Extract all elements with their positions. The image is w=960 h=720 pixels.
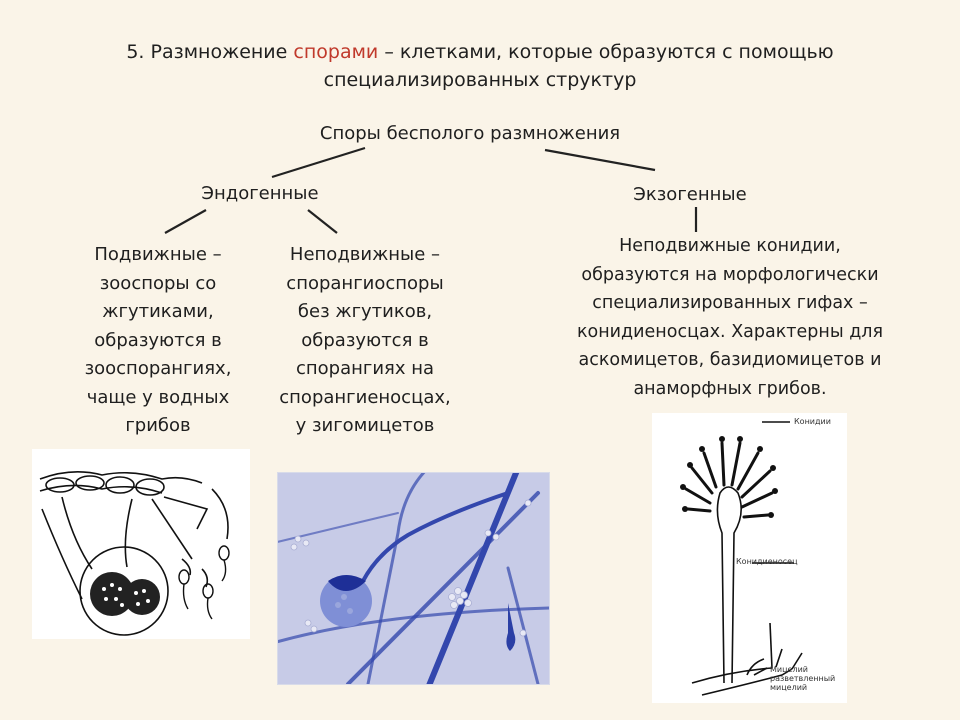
connector-root-endo	[272, 148, 365, 177]
label-mycelium	[770, 665, 835, 692]
exogenous-line: Неподвижные конидии,	[619, 236, 841, 256]
nonmotile-line: Неподвижные –	[289, 244, 441, 265]
nonmotile-line: спорангиеносцах,	[279, 386, 451, 408]
exogenous-line: конидиеносцах. Характерны для	[576, 321, 884, 342]
nonmotile-spores-text	[260, 241, 470, 441]
motile-line: чаще у водных	[86, 386, 230, 408]
motile-spores-text	[48, 241, 268, 441]
motile-line: зооспорангиях,	[84, 358, 232, 379]
nonmotile-line: спорангиях на	[295, 358, 435, 379]
connector-endo-motile	[165, 210, 206, 233]
branch-exogenous: Экзогенные	[633, 184, 747, 205]
conidiophore-illustration	[652, 413, 847, 703]
nonmotile-line: у зигомицетов	[295, 415, 435, 436]
motile-line: Подвижные –	[94, 244, 222, 265]
motile-line: жгутиками,	[102, 301, 214, 322]
label-conidia: Конидии	[794, 417, 831, 426]
exogenous-conidia-text	[540, 232, 920, 403]
label-mycelium-line: Мицелий	[770, 665, 808, 674]
connector-endo-nonmotile	[308, 210, 337, 233]
title-prefix: 5. Размножение	[126, 41, 294, 63]
label-mycelium-line: мицелий	[770, 683, 808, 692]
connector-root-exo	[545, 150, 655, 170]
motile-line: образуются в	[94, 329, 222, 351]
title-rest: – клетками, которые образуются с помощью	[378, 41, 834, 63]
title-line-2: специализированных структур	[323, 69, 637, 91]
label-mycelium-line: разветвленный	[770, 674, 836, 683]
label-conidiophore: Конидиеносец	[736, 557, 798, 566]
nonmotile-line: образуются в	[301, 329, 429, 351]
exogenous-line: специализированных гифах –	[592, 293, 868, 313]
nonmotile-line: спорангиоспоры	[286, 272, 444, 294]
nonmotile-line: без жгутиков,	[297, 301, 433, 322]
zoosporangium-illustration	[32, 449, 250, 639]
motile-line: грибов	[125, 415, 191, 436]
micrograph-drawing	[278, 473, 549, 684]
root-node: Споры бесполого размножения	[319, 123, 621, 144]
branch-endogenous: Эндогенные	[201, 183, 319, 204]
motile-line: зооспоры со	[99, 272, 217, 294]
title-highlight: спорами	[293, 41, 379, 63]
exogenous-line: анаморфных грибов.	[633, 378, 827, 399]
sporangium-micrograph	[277, 472, 550, 685]
exogenous-line: аскомицетов, базидиомицетов и	[578, 350, 882, 370]
zoosporangium-drawing	[32, 449, 250, 639]
exogenous-line: образуются на морфологически	[581, 264, 879, 285]
